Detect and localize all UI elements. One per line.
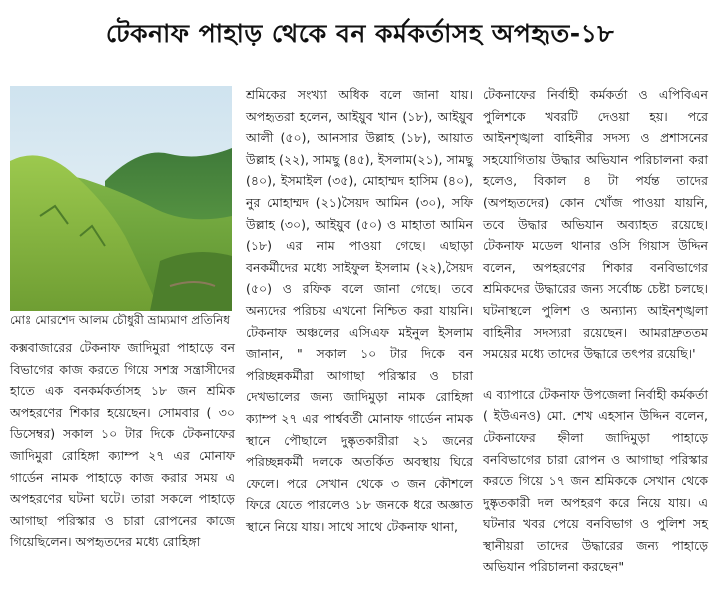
column-3 [483, 84, 708, 578]
body-paragraph: কক্সবাজারের টেকনাফ জাদিমুরা পাহাড়ে বন বিভাগের কাজ করতে গিয়ে সশস্ত্র সন্ত্রাসীদের হাতে এক বনকর্মকর্তাসহ ১৮ জন শ্রমিক অপহরণের শিকার হয়েছেন। সোমবার ( ৩০ ডিসেম্বর) সকাল ১০ টার দিকে টেকনাফের জাদিমুরা রোহিঙ্গা ক্যাম্প ২৭ এর মোনাফ গার্ডেন নামক পাহাড়ে কাজ করার সময় এ অপহরণের ঘটনা ঘটে। তারা সকলে পাহাড়ে আগাছা পরিস্কার ও চারা রোপনের কাজে গিয়েছিলেন। অপহৃতদের মধ্যে রোহিঙ্গা [10, 340, 235, 550]
photo-byline: মোঃ মোরশেদ আলম চৌধুরী ভ্রাম্যমাণ প্রতিনিধ [10, 313, 231, 327]
column-2 [246, 84, 473, 537]
body-paragraph: এ ব্যাপারে টেকনাফ উপজেলা নির্বাহী কর্মকর্তা ( ইউএনও) মো. শেখ এহসান উদ্দিন বলেন, টেকনাফের হ্নীলা জাদিমুড়া পাহাড়ে বনবিভাগের চারা রোপন ও আগাছা পরিস্কার করতে গিয়ে ১৭ জন শ্রমিককে সেখান থেকে দুষ্কৃতকারী দল অপহরণ করে নিয়ে যায়। এ ঘটনার খবর পেয়ে বনবিভাগ ও পুলিশ সহ স্থানীয়রা তাদের উদ্ধারের জন্য পাহাড়ে অভিযান পরিচালনা করছেন" [483, 386, 709, 575]
column-1 [10, 84, 235, 553]
body-paragraph: শ্রমিকের সংখ্যা অধিক বলে জানা যায়। অপহৃতরা হলেন, আইয়ুব খান (১৮), আইয়ুব আলী (৫০), আনসার উল্লাহ (১৮), আয়াত উল্লাহ (২২), সামছু (৪৫), ইসলাম(২১), সামছু (৪০), ইসমাইল (৩৫), মোহাম্মদ হাসিম (৪০), নুর মোহাম্মদ (২১)সৈয়দ আমিন (৩০), সফি উল্লাহ (৩০), আইয়ুব (৫০) ও মাহাতা আমিন (১৮) এর নাম পাওয়া গেছে। এছাড়া বনকর্মীদের মধ্যে সাইফুল ইসলাম (২২),সৈয়দ (৫০) ও রফিক বলে জানা গেছে। তবে অন্যদের পরিচয় এখনো নিশ্চিত করা যায়নি।টেকনাফ অঞ্চলের এসিএফ মইনুল ইসলাম জানান, " সকাল ১০ টার দিকে বন পরিচ্ছন্নকর্মীরা আগাছা পরিস্কার ও চারা দেখভালের জন্য জাদিমুড়া নামক রোহিঙ্গা ক্যাম্প ২৭ এর পার্শ্ববর্তী মোনাফ গার্ডেন নামক স্থানে পৌছালে দুষ্কৃতকারীরা ২১ জনের পরিচ্ছন্নকর্মী দলকে অতর্কিত অবস্থায় ঘিরে ফেলে। পরে সেখান থেকে ৩ জন কৌশলে ফিরে যেতে পারলেও ১৮ জনকে ধরে অজ্ঞাত স্থানে নিয়ে যায়। সাথে সাথে টেকনাফ থানা, [246, 87, 473, 534]
headline: টেকনাফ পাহাড় থেকে বন কর্মকর্তাসহ অপহৃত-১৮ [105, 19, 615, 48]
body-paragraph: টেকনাফের নির্বাহী কর্মকর্তা ও এপিবিএন পুলিশকে খবরটি দেওয়া হয়। পরে আইনশৃঙ্খলা বাহিনীর সদস্য ও প্রশাসনের সহযোগিতায় উদ্ধার অভিযান পরিচালনা করা হলেও, বিকাল ৪ টা পর্যন্ত তাদের (অপহৃতদের) কোন খোঁজ পাওয়া যায়নি, তবে উদ্ধার অভিযান অব্যাহত রয়েছে। টেকনাফ মডেল থানার ওসি গিয়াস উদ্দিন বলেন, অপহরণের শিকার বনবিভাগের শ্রমিকদের উদ্ধারের জন্য সর্বোচ্চ চেষ্টা চলছে। ঘটনাস্থলে পুলিশ ও অন্যান্য আইনশৃঙ্খলা বাহিনীর সদস্যরা রয়েছেন। আমরাদ্রুততম সময়ের মধ্যে তাদের উদ্ধারে তৎপর রয়েছি।' [483, 87, 708, 362]
hill-forest-photo [10, 86, 232, 311]
